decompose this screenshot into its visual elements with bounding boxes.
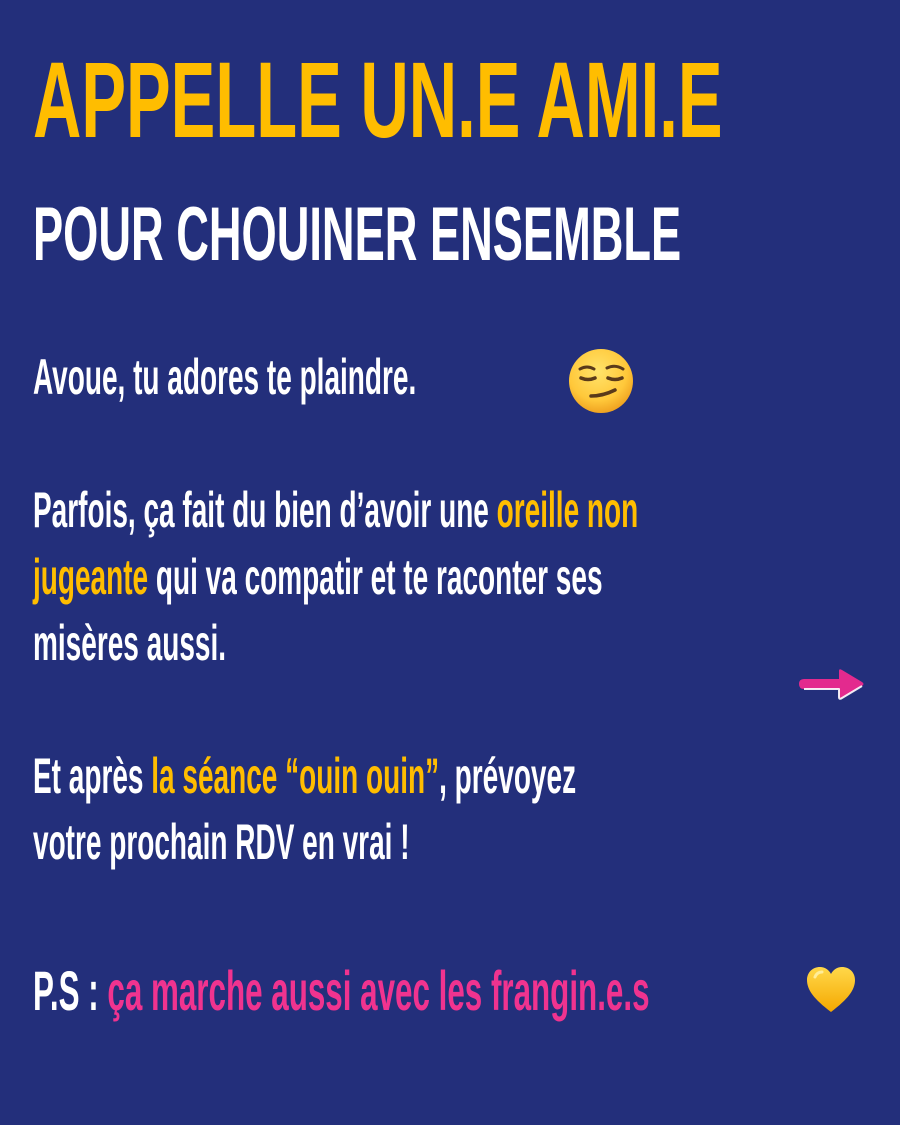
- paragraph-3-line-2: [33, 811, 410, 873]
- paragraph-3-text: Et après: [33, 748, 152, 804]
- paragraph-3-text: , prévoyez: [439, 748, 577, 804]
- highlight-oreille-non: oreille non: [496, 482, 639, 538]
- postscript-label: P.S :: [33, 959, 108, 1022]
- paragraph-2-text: Parfois, ça fait du bien d’avoir une: [33, 482, 497, 538]
- highlight-jugeante: jugeante: [33, 549, 149, 605]
- paragraph-2-line-3: [33, 612, 226, 674]
- paragraph-3-text: votre prochain RDV en vrai !: [33, 814, 410, 870]
- paragraph-intro-text: Avoue, tu adores te plaindre.: [33, 349, 417, 405]
- paragraph-intro: [33, 346, 416, 408]
- postscript: [33, 956, 650, 1026]
- page-subtitle: POUR CHOUINER ENSEMBLE: [33, 192, 682, 277]
- right-arrow-icon: [795, 662, 867, 706]
- paragraph-2-line-1: [33, 479, 638, 541]
- highlight-seance-ouin-ouin: la séance “ouin ouin”: [151, 748, 440, 804]
- postscript-highlight: ça marche aussi avec les frangin.e.s: [107, 959, 650, 1022]
- page-title: APPELLE UN.E AMI.E: [33, 39, 723, 160]
- paragraph-2-text: qui va compatir et te raconter ses: [148, 549, 603, 605]
- paragraph-3-line-1: [33, 745, 576, 807]
- smirking-face-icon: [567, 347, 635, 415]
- yellow-heart-icon: [804, 963, 858, 1017]
- paragraph-2-line-2: [33, 546, 603, 608]
- paragraph-2-text: misères aussi.: [33, 615, 227, 671]
